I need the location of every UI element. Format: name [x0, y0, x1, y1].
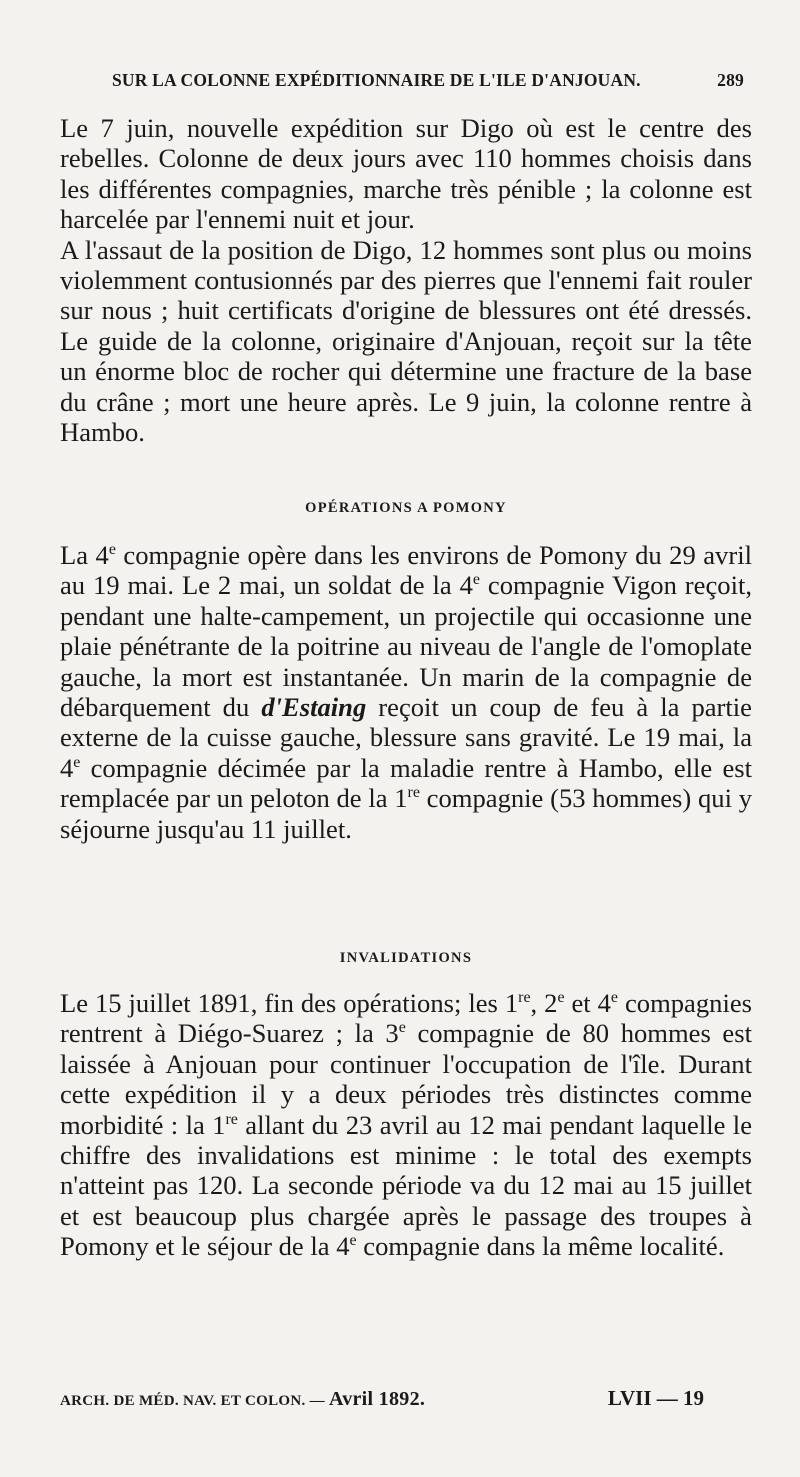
- issue-date: Avril 1892.: [328, 1388, 426, 1410]
- signature-mark: LVII — 19: [607, 1386, 704, 1410]
- journal-title: ARCH. DE MÉD. NAV. ET COLON. —: [60, 1393, 325, 1409]
- paragraph-pomony: La 4e compagnie opère dans les environs de Pomony du 29 avril au 19 mai. Le 2 mai, un soldat de la 4e compagnie Vigon reçoit, pendant une halte-campement, un projectile qui occasionne une plaie pénétrante de la poitrine au niveau de l'angle de l'omoplate gauche, la mort est instantanée. Un marin de la compagnie de débarquement du d'Estaing reçoit un coup de feu à la partie externe de la cuisse gauche, blessure sans gravité. Le 19 mai, la 4e compagnie décimée par la maladie rentre à Hambo, elle est remplacée par un peloton de la 1re compagnie (53 hommes) qui y séjourne jusqu'au 11 juillet.: [60, 540, 752, 844]
- section-title-invalidations: INVALIDATIONS: [339, 950, 473, 966]
- paragraph-digo-assault: A l'assaut de la position de Digo, 12 hommes sont plus ou moins violemment contusionnés par des pierres que l'ennemi fait rouler sur nous ; huit certificats d'origine de blessures ont été dressés. Le guide de la colonne, originaire d'Anjouan, reçoit sur la tête un énorme bloc de rocher qui détermine une fracture de la base du crâne ; mort une heure après. Le 9 juin, la colonne rentre à Hambo.: [60, 234, 752, 448]
- section-title-pomony: OPÉRATIONS A POMONY: [305, 500, 507, 516]
- page-number: 289: [717, 70, 744, 90]
- page-footer: [60, 1386, 704, 1411]
- journal-reference: [60, 1388, 425, 1411]
- running-title: SUR LA COLONNE EXPÉDITIONNAIRE DE L'ILE D'ANJOUAN.: [112, 70, 641, 90]
- paragraph-invalidations: Le 15 juillet 1891, fin des opérations; les 1re, 2e et 4e compagnies rentrent à Diégo-Suarez ; la 3e compagnie de 80 hommes est laissée à Anjouan pour continuer l'occupation de l'île. Durant cette expédition il y a deux périodes très distinctes comme morbidité : la 1re allant du 23 avril au 12 mai pendant laquelle le chiffre des invalidations est minime : le total des exempts n'atteint pas 120. La seconde période va du 12 mai au 15 juillet et est beaucoup plus chargée après le passage des troupes à Pomony et le séjour de la 4e compagnie dans la même localité.: [60, 988, 752, 1262]
- text-block-digo: [60, 113, 752, 447]
- ship-name: d'Estaing: [261, 692, 367, 723]
- text-block-pomony: [60, 540, 752, 844]
- paragraph-digo-expedition: Le 7 juin, nouvelle expédition sur Digo où est le centre des rebelles. Colonne de deux jours avec 110 hommes choisis dans les différentes compagnies, marche très pénible ; la colonne est harcelée par l'ennemi nuit et jour.: [60, 113, 752, 235]
- running-header: [112, 70, 744, 91]
- text-block-invalidations: [60, 988, 752, 1262]
